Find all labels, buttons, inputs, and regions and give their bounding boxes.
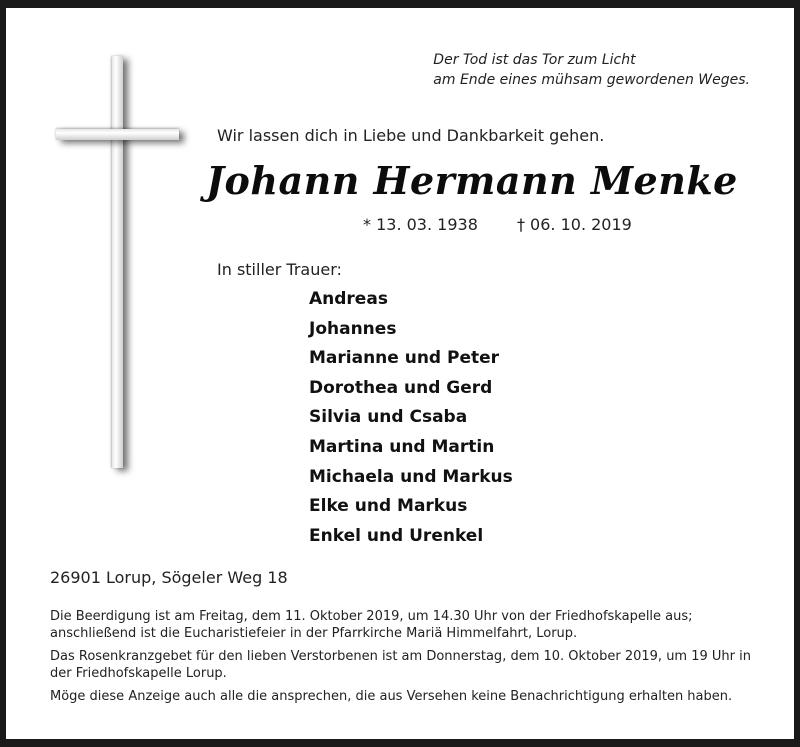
quote-line-1: Der Tod ist das Tor zum Licht	[433, 52, 636, 68]
mourner-item: Enkel und Urenkel	[309, 525, 484, 546]
cross-icon	[50, 50, 185, 475]
death-date: † 06. 10. 2019	[516, 215, 632, 234]
cross-horizontal-beam	[56, 129, 179, 140]
quote-line-2: am Ende eines mühsam gewordenen Weges.	[433, 72, 750, 88]
mourner-item: Michaela und Markus	[309, 466, 513, 487]
funeral-notes	[50, 608, 762, 711]
mourner-item: Silvia und Csaba	[309, 407, 468, 428]
mourner-item: Dorothea und Gerd	[309, 377, 493, 398]
funeral-note-notice: Möge diese Anzeige auch alle die ansprechen, die aus Versehen keine Benachrichtigung erhalten haben.	[50, 689, 733, 704]
mourner-item: Johannes	[309, 318, 397, 339]
funeral-note-burial: Die Beerdigung ist am Freitag, dem 11. Oktober 2019, um 14.30 Uhr von der Friedhofskapelle aus; anschließend ist die Eucharistiefeier in der Pfarrkirche Mariä Himmelfahrt, Lorup.	[50, 609, 693, 641]
family-address: 26901 Lorup, Sögeler Weg 18	[50, 568, 288, 587]
quote	[433, 50, 750, 90]
birth-date: * 13. 03. 1938	[363, 215, 478, 234]
funeral-note-rosary: Das Rosenkranzgebet für den lieben Verstorbenen ist am Donnerstag, dem 10. Oktober 2019, um 19 Uhr in der Friedhofskapelle Lorup.	[50, 649, 751, 681]
mourners-list	[309, 285, 513, 551]
mourners-label: In stiller Trauer:	[217, 260, 342, 279]
intro-text: Wir lassen dich in Liebe und Dankbarkeit gehen.	[217, 126, 605, 145]
cross-vertical-beam	[112, 56, 123, 468]
mourner-item: Andreas	[309, 289, 388, 309]
mourner-item: Martina und Martin	[309, 436, 495, 457]
mourner-item: Marianne und Peter	[309, 348, 500, 369]
mourner-item: Elke und Markus	[309, 496, 468, 517]
life-dates	[363, 215, 632, 234]
deceased-name: Johann Hermann Menke	[206, 158, 738, 203]
